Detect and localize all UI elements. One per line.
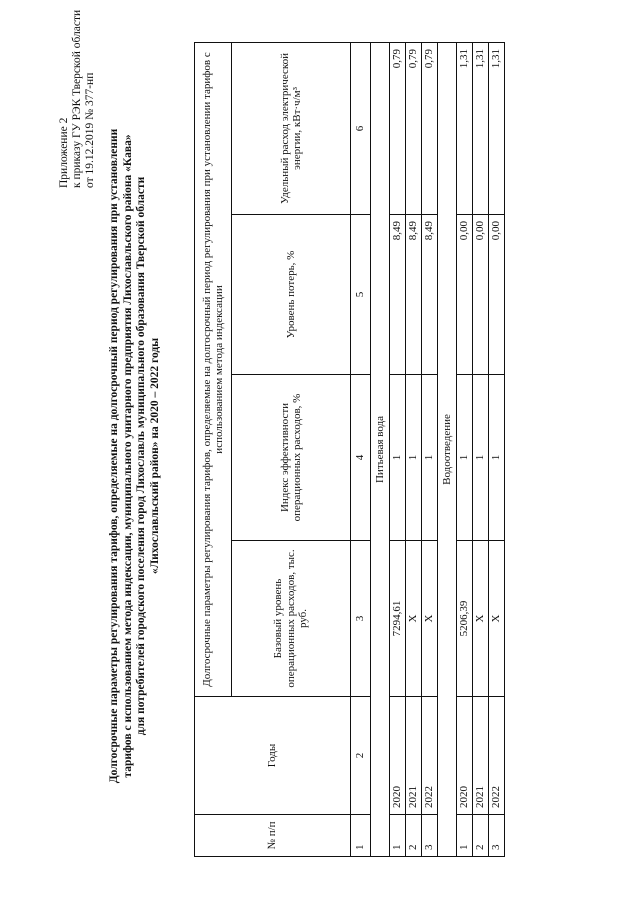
row-loss-level: 8,49	[422, 215, 438, 375]
row-loss-level: 0,00	[489, 215, 505, 375]
row-year: 2022	[489, 697, 505, 815]
column-number-row	[351, 42, 371, 856]
title-line-2: тарифов с использованием метода индексации, муниципального унитарного предприятия Лихославльского района «Кава»	[121, 134, 134, 778]
row-year: 2021	[473, 697, 489, 815]
column-number: 5	[351, 215, 371, 375]
row-efficiency-index: 1	[473, 375, 489, 541]
header-base-cost: Базовый уровень операционных расходов, тыс. руб.	[232, 541, 351, 697]
row-efficiency-index: 1	[406, 375, 422, 541]
title-line-4: «Лихославльский район» на 2020 – 2022 годы	[148, 337, 161, 575]
title-line-1: Долгосрочные параметры регулирования тарифов, определяемые на долгосрочный период регулирования при установлении	[108, 128, 120, 784]
row-number: 2	[473, 815, 489, 857]
column-number: 6	[351, 42, 371, 214]
section-title-wastewater: Водоотведение	[438, 42, 457, 856]
document-title	[108, 96, 162, 816]
row-loss-level: 8,49	[390, 215, 406, 375]
row-year: 2021	[406, 697, 422, 815]
table-row	[457, 42, 473, 856]
appendix-label: Приложение 2	[58, 117, 70, 188]
row-base-cost: Х	[406, 541, 422, 697]
row-efficiency-index: 1	[390, 375, 406, 541]
header-efficiency-index: Индекс эффективности операционных расходов, %	[232, 375, 351, 541]
row-base-cost: Х	[489, 541, 505, 697]
row-loss-level: 0,00	[473, 215, 489, 375]
column-number: 1	[351, 815, 371, 857]
row-year: 2020	[390, 697, 406, 815]
column-number: 2	[351, 697, 371, 815]
section-header-row	[438, 42, 457, 856]
row-base-cost: 5206,39	[457, 541, 473, 697]
row-energy-consumption: 1,31	[473, 42, 489, 214]
title-line-3: для потребителей городского поселения город Лихославль муниципального образования Тверской области	[135, 176, 148, 736]
header-loss-level: Уровень потерь, %	[232, 215, 351, 375]
row-efficiency-index: 1	[489, 375, 505, 541]
header-years: Годы	[195, 697, 351, 815]
row-base-cost: Х	[473, 541, 489, 697]
table-row	[422, 42, 438, 856]
section-header-row	[371, 42, 390, 856]
column-number: 4	[351, 375, 371, 541]
table-row	[406, 42, 422, 856]
row-efficiency-index: 1	[422, 375, 438, 541]
table-row	[473, 42, 489, 856]
row-number: 3	[422, 815, 438, 857]
row-energy-consumption: 0,79	[406, 42, 422, 214]
row-base-cost: Х	[422, 541, 438, 697]
row-efficiency-index: 1	[457, 375, 473, 541]
row-number: 3	[489, 815, 505, 857]
row-energy-consumption: 0,79	[390, 42, 406, 214]
row-year: 2020	[457, 697, 473, 815]
row-number: 1	[457, 815, 473, 857]
row-number: 2	[406, 815, 422, 857]
row-base-cost: 7294,61	[390, 541, 406, 697]
appendix-order-date: от 19.12.2019 № 377-нп	[84, 72, 96, 188]
header-number: № п/п	[195, 815, 351, 857]
section-title-drinking-water: Питьевая вода	[371, 42, 390, 856]
table-row	[489, 42, 505, 856]
header-energy-consumption: Удельный расход электрической энергии, кВт·ч/м³	[232, 42, 351, 214]
row-year: 2022	[422, 697, 438, 815]
table-row	[390, 42, 406, 856]
parameters-table	[194, 42, 505, 857]
appendix-block	[58, 8, 97, 188]
header-parameters-group: Долгосрочные параметры регулирования тарифов, определяемые на долгосрочный период регулирования при установлении тарифов с использованием метода индексации	[195, 42, 232, 696]
row-energy-consumption: 1,31	[489, 42, 505, 214]
appendix-order-ref: к приказу ГУ РЭК Тверской области	[71, 9, 83, 188]
header-row-top	[195, 42, 232, 856]
column-number: 3	[351, 541, 371, 697]
row-energy-consumption: 1,31	[457, 42, 473, 214]
row-number: 1	[390, 815, 406, 857]
row-loss-level: 8,49	[406, 215, 422, 375]
row-loss-level: 0,00	[457, 215, 473, 375]
row-energy-consumption: 0,79	[422, 42, 438, 214]
